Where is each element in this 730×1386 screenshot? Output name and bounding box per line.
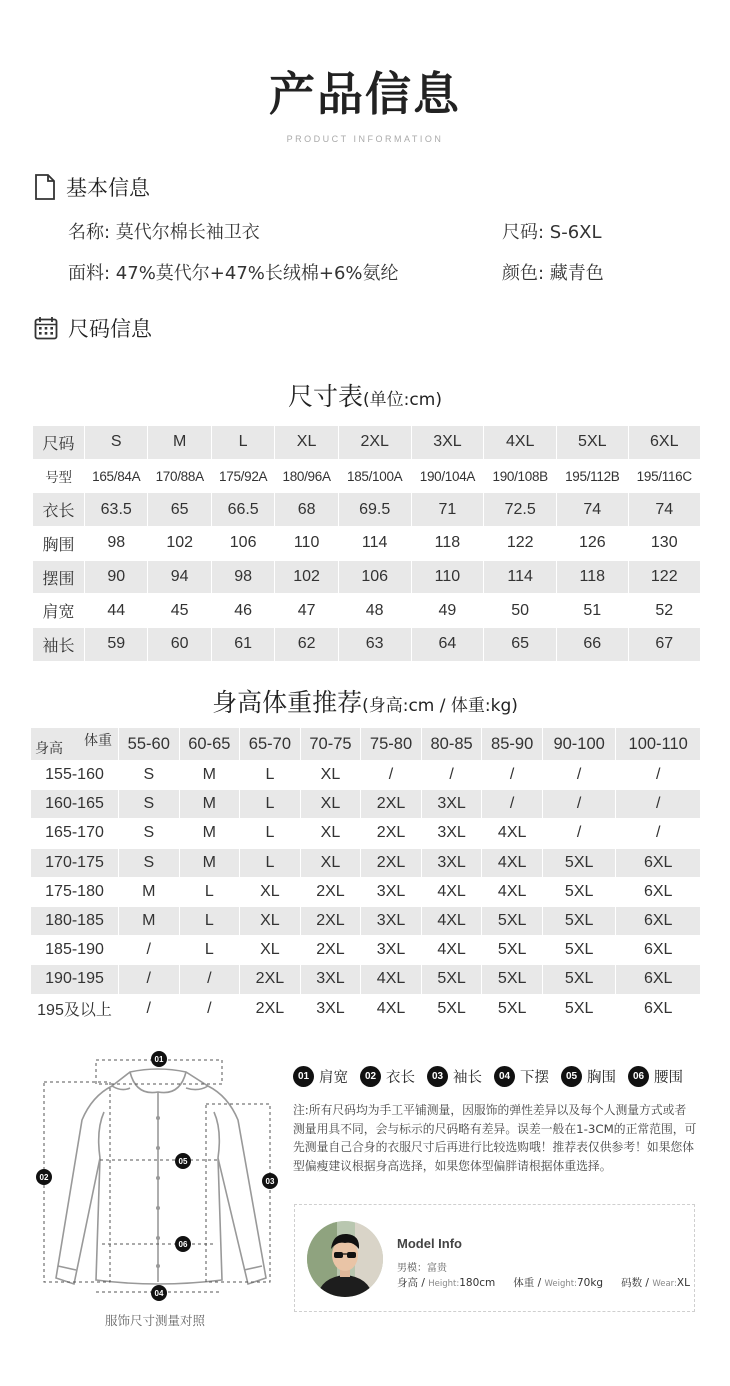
recommended-size-cell: S xyxy=(119,819,180,848)
height-range-label: 185-190 xyxy=(31,936,119,965)
weight-range-header: 65-70 xyxy=(240,728,301,761)
size-cell: 98 xyxy=(211,560,274,594)
recommended-size-cell: 4XL xyxy=(421,936,482,965)
weight-range-header: 75-80 xyxy=(361,728,422,761)
recommended-size-cell: 2XL xyxy=(300,877,361,906)
legend-item xyxy=(494,1066,549,1087)
badge-01: 01 xyxy=(154,1055,164,1064)
size-cell: 122 xyxy=(628,560,700,594)
recommended-size-cell: 5XL xyxy=(482,965,543,994)
legend-number-badge: 05 xyxy=(561,1066,582,1087)
size-cell: 102 xyxy=(148,527,211,561)
rec-table-corner xyxy=(31,728,119,761)
recommended-size-cell: XL xyxy=(240,936,301,965)
recommended-size-cell: 6XL xyxy=(616,965,701,994)
recommended-size-cell: L xyxy=(240,819,301,848)
model-wear-size xyxy=(621,1275,690,1290)
legend-item xyxy=(628,1066,683,1087)
recommended-size-cell: 6XL xyxy=(616,877,701,906)
size-cell: 51 xyxy=(557,594,628,628)
recommended-size-cell: M xyxy=(119,906,180,935)
size-cell: 74 xyxy=(557,493,628,527)
legend-label: 袖长 xyxy=(453,1070,482,1086)
weight-range-header: 80-85 xyxy=(421,728,482,761)
recommended-size-cell: 2XL xyxy=(361,819,422,848)
weight-label-en: Weight: xyxy=(544,1279,577,1289)
legend-item xyxy=(360,1066,415,1087)
recommended-size-cell: / xyxy=(119,965,180,994)
height-range-label: 155-160 xyxy=(31,761,119,790)
recommended-size-cell: 3XL xyxy=(300,965,361,994)
recommended-size-cell: / xyxy=(616,761,701,790)
weight-value: 70kg xyxy=(576,1277,604,1289)
product-name: 名称: 莫代尔棉长袖卫衣 xyxy=(68,222,260,243)
recommendation-table xyxy=(30,727,701,1024)
rec-table-row xyxy=(31,994,701,1023)
weight-range-header: 85-90 xyxy=(482,728,543,761)
recommended-size-cell: / xyxy=(179,965,240,994)
recommended-size-cell: 2XL xyxy=(361,848,422,877)
size-cell: 61 xyxy=(211,628,274,662)
recommended-size-cell: 5XL xyxy=(421,965,482,994)
wear-value: XL xyxy=(676,1277,690,1289)
size-cell: 63.5 xyxy=(85,493,148,527)
recommended-size-cell: L xyxy=(179,936,240,965)
product-fabric: 面料: 47%莫代尔+47%长绒棉+6%氨纶 xyxy=(68,263,399,284)
size-cell: 68 xyxy=(275,493,338,527)
legend-label: 肩宽 xyxy=(319,1070,348,1086)
recommended-size-cell: 4XL xyxy=(421,877,482,906)
size-cell: 47 xyxy=(275,594,338,628)
size-cell: 64 xyxy=(411,628,484,662)
recommended-size-cell: 5XL xyxy=(542,906,615,935)
size-row-label: 肩宽 xyxy=(33,594,85,628)
weight-range-header: 100-110 xyxy=(616,728,701,761)
badge-06: 06 xyxy=(178,1240,188,1249)
recommended-size-cell: / xyxy=(616,819,701,848)
recommended-size-cell: XL xyxy=(300,761,361,790)
recommended-size-cell: 4XL xyxy=(361,965,422,994)
height-range-label: 195及以上 xyxy=(31,994,119,1023)
size-cell: 3XL xyxy=(411,426,484,460)
height-range-label: 180-185 xyxy=(31,906,119,935)
size-cell: 190/108B xyxy=(484,459,557,493)
size-row-label: 摆围 xyxy=(33,560,85,594)
legend-label: 下摆 xyxy=(520,1070,549,1086)
model-info-box xyxy=(294,1204,695,1312)
page-subtitle: PRODUCT INFORMATION xyxy=(286,134,444,144)
basic-info-heading-text: 基本信息 xyxy=(66,176,150,200)
size-cell: 190/104A xyxy=(411,459,484,493)
recommended-size-cell: 3XL xyxy=(361,877,422,906)
size-info-heading xyxy=(34,313,152,343)
size-table-title-text: 尺寸表 xyxy=(288,382,364,411)
recommended-size-cell: XL xyxy=(240,877,301,906)
rec-table-row xyxy=(31,848,701,877)
recommended-size-cell: 5XL xyxy=(542,965,615,994)
size-cell: M xyxy=(148,426,211,460)
recommended-size-cell: S xyxy=(119,848,180,877)
recommended-size-cell: 6XL xyxy=(616,848,701,877)
size-cell: 94 xyxy=(148,560,211,594)
size-cell: 170/88A xyxy=(148,459,211,493)
size-cell: 185/100A xyxy=(338,459,411,493)
recommended-size-cell: 2XL xyxy=(300,936,361,965)
recommended-size-cell: 5XL xyxy=(542,877,615,906)
recommended-size-cell: 6XL xyxy=(616,906,701,935)
height-label-en: Height: xyxy=(428,1279,460,1289)
recommended-size-cell: 5XL xyxy=(482,936,543,965)
recommended-size-cell: 4XL xyxy=(482,877,543,906)
recommended-size-cell: 5XL xyxy=(421,994,482,1023)
recommended-size-cell: XL xyxy=(240,906,301,935)
page-title: 产品信息 xyxy=(269,67,461,121)
size-cell: 180/96A xyxy=(275,459,338,493)
recommended-size-cell: 3XL xyxy=(421,819,482,848)
recommended-size-cell: 2XL xyxy=(240,994,301,1023)
size-table xyxy=(32,425,701,662)
legend-item xyxy=(427,1066,482,1087)
legend-number-badge: 06 xyxy=(628,1066,649,1087)
height-range-label: 160-165 xyxy=(31,790,119,819)
size-cell: 118 xyxy=(411,527,484,561)
size-table-unit: (单位:cm) xyxy=(363,390,442,410)
legend-number-badge: 04 xyxy=(494,1066,515,1087)
weight-range-header: 55-60 xyxy=(119,728,180,761)
size-cell: 90 xyxy=(85,560,148,594)
rec-table-title xyxy=(0,683,730,719)
size-cell: 52 xyxy=(628,594,700,628)
size-cell: 67 xyxy=(628,628,700,662)
size-cell: 130 xyxy=(628,527,700,561)
recommended-size-cell: 4XL xyxy=(421,906,482,935)
size-cell: 46 xyxy=(211,594,274,628)
rec-table-row xyxy=(31,936,701,965)
size-cell: 60 xyxy=(148,628,211,662)
recommended-size-cell: M xyxy=(179,761,240,790)
height-value: 180cm xyxy=(459,1277,496,1289)
recommended-size-cell: 6XL xyxy=(616,936,701,965)
size-cell: 122 xyxy=(484,527,557,561)
size-cell: 106 xyxy=(338,560,411,594)
recommended-size-cell: L xyxy=(240,790,301,819)
shirt-caption: 服饰尺寸测量对照 xyxy=(105,1313,206,1328)
size-cell: 65 xyxy=(148,493,211,527)
recommended-size-cell: S xyxy=(119,790,180,819)
recommended-size-cell: 3XL xyxy=(361,906,422,935)
size-cell: 106 xyxy=(211,527,274,561)
recommended-size-cell: / xyxy=(616,790,701,819)
legend-label: 衣长 xyxy=(386,1070,415,1086)
weight-range-header: 90-100 xyxy=(542,728,615,761)
recommended-size-cell: / xyxy=(421,761,482,790)
legend-number-badge: 03 xyxy=(427,1066,448,1087)
size-cell: 102 xyxy=(275,560,338,594)
size-table-row xyxy=(33,628,701,662)
recommended-size-cell: M xyxy=(179,819,240,848)
measurement-note: 注:所有尺码均为手工平铺测量，因服饰的弹性差异以及每个人测量方式或者测量用具不同，会与标示的尺码略有差异。误差一般在1-3CM的正常范围，可先测量自己合身的衣服尺寸后再进行比较选购哦！推荐表仅供参考！如果您体型偏瘦建议根据身高选择，如果您体型偏胖请根据体重选择。 xyxy=(293,1103,697,1173)
recommended-size-cell: 5XL xyxy=(542,936,615,965)
rec-table-title-text: 身高体重推荐 xyxy=(212,688,363,717)
rec-table-row xyxy=(31,761,701,790)
size-cell: 59 xyxy=(85,628,148,662)
size-cell: 175/92A xyxy=(211,459,274,493)
legend-label: 胸围 xyxy=(587,1070,616,1086)
size-cell: 6XL xyxy=(628,426,700,460)
size-cell: 65 xyxy=(484,628,557,662)
size-row-label: 胸围 xyxy=(33,527,85,561)
recommended-size-cell: 3XL xyxy=(361,936,422,965)
rec-table-row xyxy=(31,965,701,994)
size-cell: 63 xyxy=(338,628,411,662)
shirt-outline xyxy=(56,1069,266,1284)
shirt-measurement-diagram xyxy=(30,1048,285,1308)
recommended-size-cell: XL xyxy=(300,848,361,877)
measure-lines xyxy=(44,1060,270,1292)
recommended-size-cell: 4XL xyxy=(482,848,543,877)
model-height xyxy=(397,1275,495,1290)
rec-table-row xyxy=(31,906,701,935)
recommended-size-cell: / xyxy=(179,994,240,1023)
size-cell: 74 xyxy=(628,493,700,527)
weight-range-header: 60-65 xyxy=(179,728,240,761)
size-cell: 195/116C xyxy=(628,459,700,493)
recommended-size-cell: M xyxy=(119,877,180,906)
size-row-label: 尺码 xyxy=(33,426,85,460)
corner-height-label: 身高 xyxy=(35,741,63,757)
size-cell: 118 xyxy=(557,560,628,594)
size-table-row xyxy=(33,560,701,594)
size-table-row xyxy=(33,594,701,628)
height-range-label: 175-180 xyxy=(31,877,119,906)
recommended-size-cell: 3XL xyxy=(300,994,361,1023)
size-table-row xyxy=(33,426,701,460)
badge-02: 02 xyxy=(39,1173,49,1182)
recommended-size-cell: 2XL xyxy=(300,906,361,935)
size-cell: 2XL xyxy=(338,426,411,460)
height-range-label: 170-175 xyxy=(31,848,119,877)
document-icon xyxy=(34,174,56,200)
recommended-size-cell: L xyxy=(240,848,301,877)
model-info-title: Model Info xyxy=(397,1236,462,1251)
recommended-size-cell: 4XL xyxy=(482,819,543,848)
calendar-icon xyxy=(34,316,58,340)
rec-table-row xyxy=(31,819,701,848)
recommended-size-cell: S xyxy=(119,761,180,790)
size-cell: S xyxy=(85,426,148,460)
size-info-heading-text: 尺码信息 xyxy=(68,317,152,341)
size-cell: 44 xyxy=(85,594,148,628)
recommended-size-cell: L xyxy=(240,761,301,790)
recommended-size-cell: 2XL xyxy=(361,790,422,819)
size-cell: XL xyxy=(275,426,338,460)
size-table-title xyxy=(0,377,730,413)
wear-label: 码数 / xyxy=(621,1277,649,1289)
rec-table-header xyxy=(31,728,701,761)
size-cell: 114 xyxy=(484,560,557,594)
recommended-size-cell: / xyxy=(361,761,422,790)
legend-label: 腰围 xyxy=(654,1070,683,1086)
size-cell: 62 xyxy=(275,628,338,662)
legend-number-badge: 01 xyxy=(293,1066,314,1087)
model-weight xyxy=(513,1275,603,1290)
weight-range-header: 70-75 xyxy=(300,728,361,761)
recommended-size-cell: / xyxy=(119,936,180,965)
size-cell: 66 xyxy=(557,628,628,662)
height-range-label: 190-195 xyxy=(31,965,119,994)
height-label: 身高 / xyxy=(397,1277,425,1289)
basic-info-heading xyxy=(34,172,150,202)
size-cell: 195/112B xyxy=(557,459,628,493)
size-cell: 66.5 xyxy=(211,493,274,527)
recommended-size-cell: 4XL xyxy=(361,994,422,1023)
recommended-size-cell: M xyxy=(179,848,240,877)
size-row-label: 衣长 xyxy=(33,493,85,527)
height-range-label: 165-170 xyxy=(31,819,119,848)
recommended-size-cell: 5XL xyxy=(542,848,615,877)
model-avatar xyxy=(307,1221,383,1297)
size-cell: 69.5 xyxy=(338,493,411,527)
size-table-row xyxy=(33,493,701,527)
recommended-size-cell: 3XL xyxy=(421,790,482,819)
badge-04: 04 xyxy=(154,1289,164,1298)
size-row-label: 号型 xyxy=(33,459,85,493)
size-cell: 71 xyxy=(411,493,484,527)
size-cell: 72.5 xyxy=(484,493,557,527)
size-table-row xyxy=(33,527,701,561)
recommended-size-cell: / xyxy=(482,790,543,819)
size-cell: 50 xyxy=(484,594,557,628)
corner-weight-label: 体重 xyxy=(84,733,112,749)
weight-label: 体重 / xyxy=(513,1277,542,1289)
product-color: 颜色: 藏青色 xyxy=(502,263,604,284)
recommended-size-cell: L xyxy=(179,877,240,906)
size-cell: L xyxy=(211,426,274,460)
recommended-size-cell: 5XL xyxy=(482,994,543,1023)
size-cell: 49 xyxy=(411,594,484,628)
badge-03: 03 xyxy=(265,1177,275,1186)
recommended-size-cell: / xyxy=(542,790,615,819)
recommended-size-cell: M xyxy=(179,790,240,819)
size-table-row xyxy=(33,459,701,493)
size-cell: 5XL xyxy=(557,426,628,460)
recommended-size-cell: XL xyxy=(300,819,361,848)
recommended-size-cell: 6XL xyxy=(616,994,701,1023)
recommended-size-cell: / xyxy=(482,761,543,790)
product-size-range: 尺码: S-6XL xyxy=(502,222,602,243)
recommended-size-cell: / xyxy=(542,761,615,790)
size-cell: 98 xyxy=(85,527,148,561)
size-cell: 114 xyxy=(338,527,411,561)
recommended-size-cell: XL xyxy=(300,790,361,819)
size-row-label: 袖长 xyxy=(33,628,85,662)
size-cell: 110 xyxy=(411,560,484,594)
recommended-size-cell: / xyxy=(542,819,615,848)
recommended-size-cell: / xyxy=(119,994,180,1023)
measurement-legend xyxy=(293,1066,695,1087)
size-cell: 48 xyxy=(338,594,411,628)
rec-table-row xyxy=(31,877,701,906)
size-cell: 110 xyxy=(275,527,338,561)
size-cell: 165/84A xyxy=(85,459,148,493)
model-stats xyxy=(397,1275,708,1290)
badge-05: 05 xyxy=(178,1157,188,1166)
wear-label-en: Wear: xyxy=(652,1279,677,1289)
recommended-size-cell: 5XL xyxy=(482,906,543,935)
size-cell: 4XL xyxy=(484,426,557,460)
recommended-size-cell: 5XL xyxy=(542,994,615,1023)
legend-number-badge: 02 xyxy=(360,1066,381,1087)
size-cell: 126 xyxy=(557,527,628,561)
size-cell: 45 xyxy=(148,594,211,628)
recommended-size-cell: 2XL xyxy=(240,965,301,994)
legend-item xyxy=(561,1066,616,1087)
rec-table-row xyxy=(31,790,701,819)
model-name: 男模：富贵 xyxy=(397,1263,447,1274)
recommended-size-cell: 3XL xyxy=(421,848,482,877)
legend-item xyxy=(293,1066,348,1087)
recommended-size-cell: L xyxy=(179,906,240,935)
rec-table-unit: (身高:cm / 体重:kg) xyxy=(362,696,518,716)
